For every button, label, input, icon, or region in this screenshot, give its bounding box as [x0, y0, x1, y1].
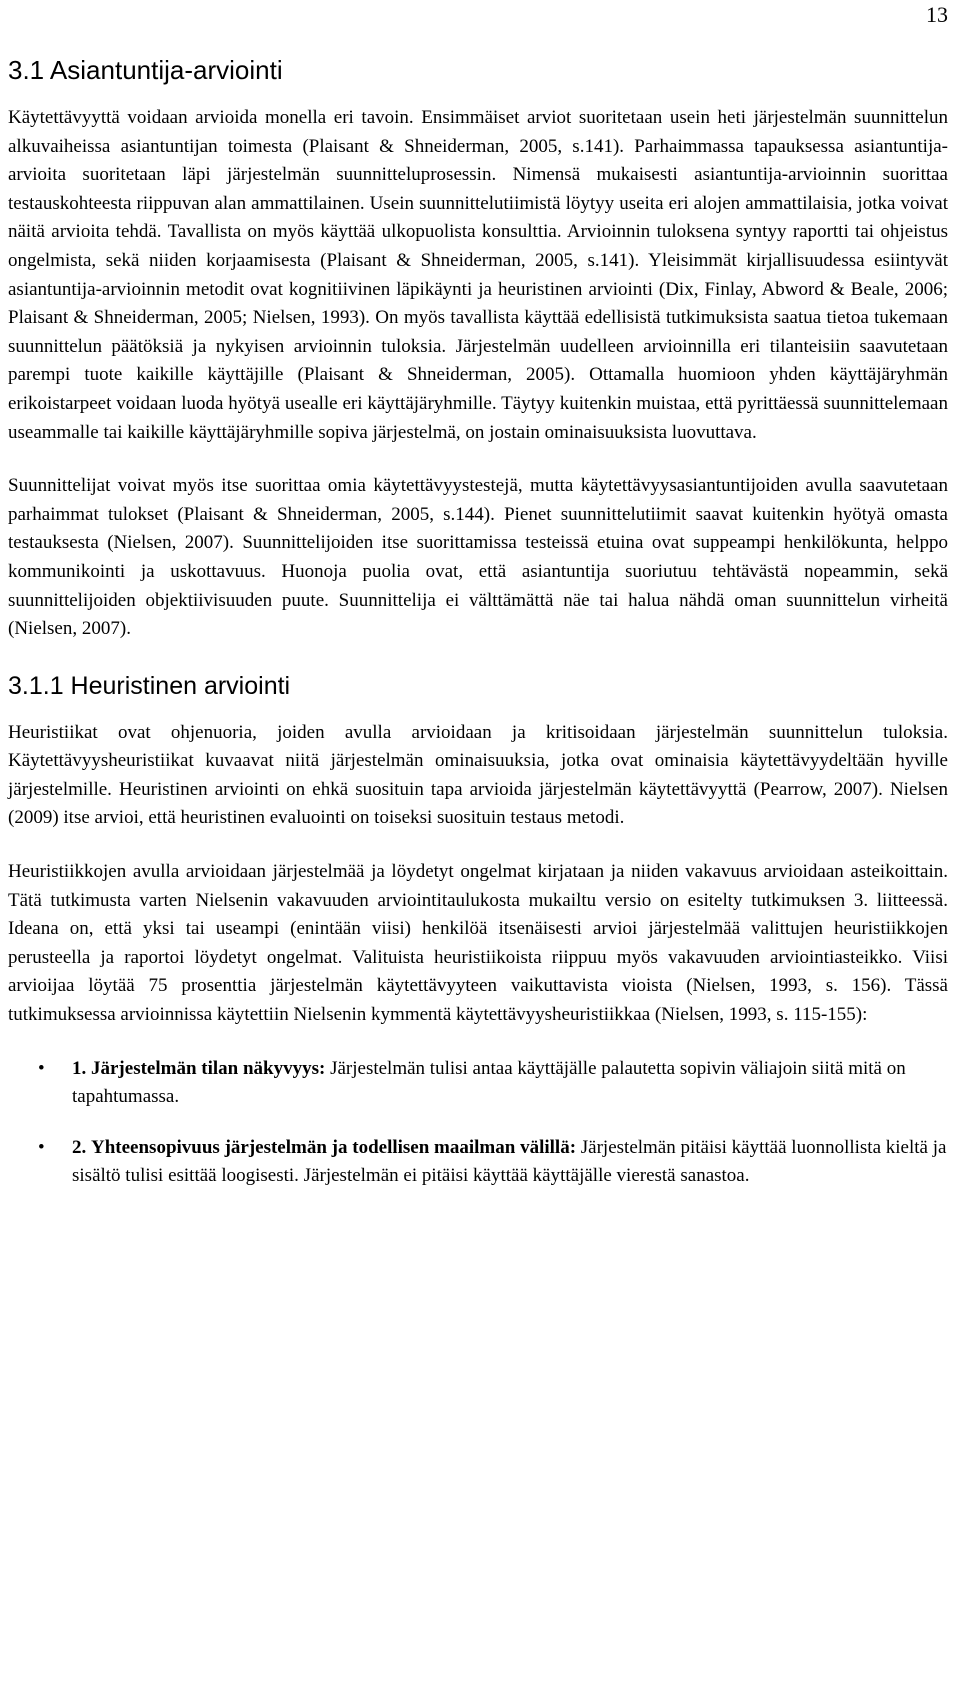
heuristic-term: Järjestelmän tilan näkyvyys: — [91, 1057, 326, 1079]
section-paragraph-1: Käytettävyyttä voidaan arvioida monella eri tavoin. Ensimmäiset arviot suoritetaan usein heti järjestelmän suunnittelun alkuvaiheissa asiantuntijan toimesta (Plaisant & Shneiderman, 2005, s.141). Parhaimmassa tapauksessa asiantuntija-arvioita suoritetaan läpi järjestelmän suunnitteluprosessin. Nimensä mukaisesti asiantuntija-arvioinnin suorittaa testauskohteesta riippuvan alan ammattilainen. Usein suunnittelutiimistä löytyy useita eri alojen ammattilaisia, jotka voivat näitä arvioita tehdä. Tavallista on myös käyttää ulkopuolista konsulttia. Arvioinnin tuloksena syntyy raportti tai ohjeistus ongelmista, sekä niiden korjaamisesta (Plaisant & Shneiderman, 2005, s.141). Yleisimmät kirjallisuudessa esiintyvät asiantuntija-arvioinnin metodit ovat kognitiivinen läpikäynti ja heuristinen arviointi (Dix, Finlay, Abword & Beale, 2006; Plaisant & Shneiderman, 2005; Nielsen, 1993). On myös tavallista käyttää edellisistä tutkimuksista saatua tietoa tukemaan suunnittelun päätöksiä ja nykyisen arvioinnin tuloksia. Järjestelmän uudelleen arvioinnilla eri tilanteisiin saavutetaan parempi tuote kaikille käyttäjille (Plaisant & Shneiderman, 2005). Ottamalla huomioon yhden käyttäjäryhmän erikoistarpeet voidaan luoda hyötyä usealle eri käyttäjäryhmille. Täytyy kuitenkin muistaa, että pyrittäessä suunnittelemaan useammalle tai kaikille käyttäjäryhmille sopiva järjestelmä, on jostain ominaisuuksista luovuttava. — [8, 107, 948, 443]
section-heading: 3.1 Asiantuntija-arviointi — [8, 55, 283, 85]
bullet-icon: • — [38, 1136, 45, 1158]
bullet-icon: • — [38, 1057, 45, 1079]
page-content — [8, 52, 948, 1213]
page-number: 13 — [926, 2, 948, 27]
subsection-heading: 3.1.1 Heuristinen arviointi — [8, 671, 291, 700]
heuristic-item — [8, 1134, 948, 1191]
heuristics-list — [8, 1055, 948, 1191]
subsection-paragraph-1: Heuristiikat ovat ohjenuoria, joiden avulla arvioidaan ja kritisoidaan järjestelmän suunnittelun tuloksia. Käytettävyysheuristiikat kuvaavat niitä järjestelmän ominaisuuksia, jotka ovat ominaisia käytettävyydeltään hyville järjestelmille. Heuristinen arviointi on ehkä suosituin tapa arvioida järjestelmän käytettävyyttä (Pearrow, 2007). Nielsen (2009) itse arvioi, että heuristinen evaluointi on toiseksi suosituin testaus metodi. — [8, 721, 948, 829]
heuristic-number: 2. — [72, 1136, 87, 1158]
heuristic-description: Järjestelmän tulisi antaa käyttäjälle palautetta sopivin väliajoin siitä mitä on tapahtumassa. — [72, 1057, 906, 1108]
heuristic-number: 1. — [72, 1057, 87, 1079]
heuristic-item — [8, 1055, 948, 1112]
heuristic-description: Järjestelmän pitäisi käyttää luonnollista kieltä ja sisältö tulisi esittää loogisesti. Järjestelmän ei pitäisi käyttää käyttäjälle vierestä sanastoa. — [72, 1136, 947, 1187]
section-paragraph-2: Suunnittelijat voivat myös itse suorittaa omia käytettävyystestejä, mutta käytettävyysasiantuntijoiden avulla saavutetaan parhaimmat tulokset (Plaisant & Shneiderman, 2005, s.144). Pienet suunnittelutiimit saavat kuitenkin hyötyä omasta testauksesta (Nielsen, 2007). Suunnittelijoiden itse suorittamissa testeissä etuina ovat suppeampi henkilökunta, helppo kommunikointi ja uskottavuus. Huonoja puolia ovat, että asiantuntija suoriutuu tehtävästä nopeammin, sekä suunnittelijoiden objektiivisuuden puute. Suunnittelija ei välttämättä näe tai halua nähdä oman suunnittelun virheitä (Nielsen, 2007). — [8, 475, 948, 640]
heuristic-term: Yhteensopivuus järjestelmän ja todellisen maailman välillä: — [91, 1136, 577, 1158]
subsection-paragraph-2: Heuristiikkojen avulla arvioidaan järjestelmää ja löydetyt ongelmat kirjataan ja niiden vakavuus arvioidaan asteikoittain. Tätä tutkimusta varten Nielsenin vakavuuden arviointitaulukosta mukailtu versio on esitelty tutkimuksen 3. liitteessä. Ideana on, että yksi tai useampi (enintään viisi) henkilöä itsenäisesti arvioi järjestelmää valittujen heuristiikkojen perusteella ja raportoi löydetyt ongelmat. Valituista heuristiikoista riippuu myös vakavuuden arviointiasteikko. Viisi arvioijaa löytää 75 prosenttia järjestelmän käytettävyyteen vaikuttavista vioista (Nielsen, 1993, s. 156). Tässä tutkimuksessa arvioinnissa käytettiin Nielsenin kymmentä käytettävyysheuristiikkaa (Nielsen, 1993, s. 115-155): — [8, 861, 948, 1026]
